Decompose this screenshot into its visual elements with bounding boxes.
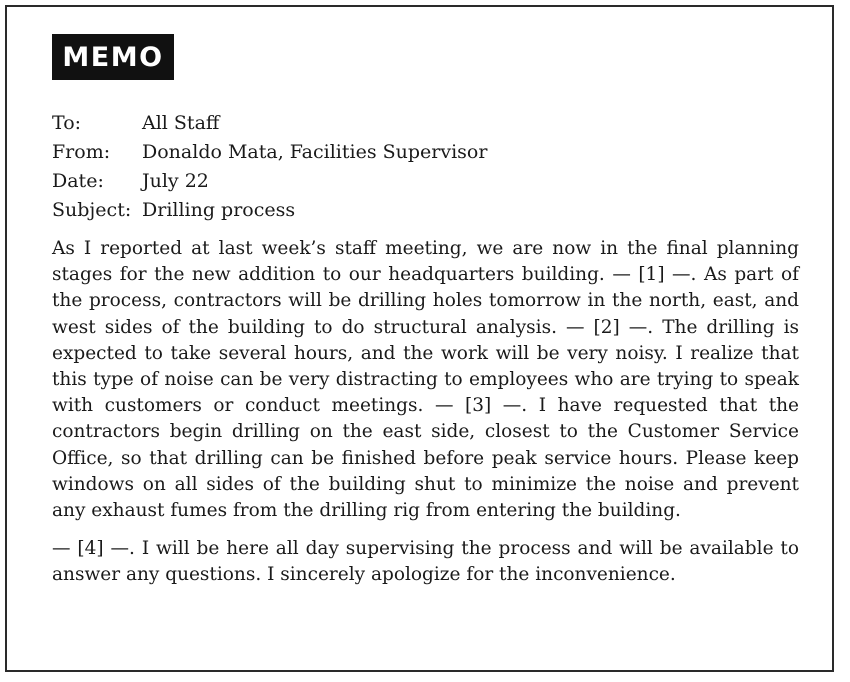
header-row-to bbox=[52, 109, 487, 138]
body-paragraph-1: As I reported at last week’s staff meeting, we are now in the final planning stages for the new addition to our headquarters building. — [1] —. As part of the process, contractors will be drilling holes tomorrow in the north, east, and west sides of the building to do structural analysis. — [2] —. The drilling is expected to take several hours, and the work will be very noisy. I realize that this type of noise can be very distracting to employees who are trying to speak with customers or conduct meetings. — [3] —. I have requested that the contractors begin drilling on the east side, closest to the Customer Service Office, so that drilling can be finished before peak service hours. Please keep windows on all sides of the building shut to minimize the noise and prevent any exhaust fumes from the drilling rig from entering the building. bbox=[52, 238, 799, 522]
memo-header bbox=[52, 109, 487, 225]
date-value: July 22 bbox=[142, 170, 209, 192]
date-label: Date: bbox=[52, 170, 104, 192]
from-value: Donaldo Mata, Facilities Supervisor bbox=[142, 141, 488, 163]
subject-label: Subject: bbox=[52, 199, 132, 221]
header-row-date bbox=[52, 167, 487, 196]
body-paragraph-2: — [4] —. I will be here all day supervising the process and will be available to answer any questions. I sincerely apologize for the inconvenience. bbox=[52, 538, 799, 586]
from-label: From: bbox=[52, 141, 111, 163]
to-value: All Staff bbox=[142, 112, 220, 134]
header-row-subject bbox=[52, 196, 487, 225]
memo-badge: MEMO bbox=[52, 34, 174, 80]
to-label: To: bbox=[52, 112, 82, 134]
header-row-from bbox=[52, 138, 487, 167]
memo-body bbox=[52, 236, 799, 589]
subject-value: Drilling process bbox=[142, 199, 296, 221]
